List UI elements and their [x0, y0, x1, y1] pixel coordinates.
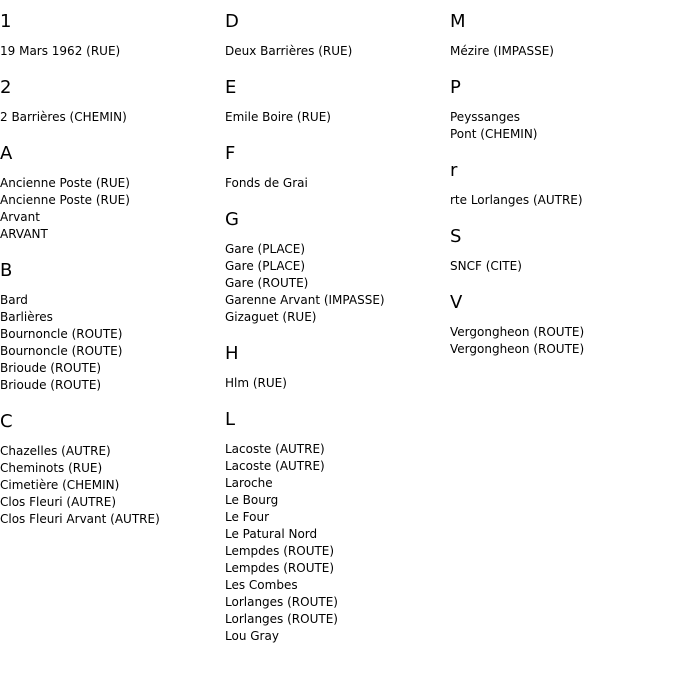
- street-list: [0, 443, 225, 528]
- street-list: [450, 192, 675, 209]
- street-list: [225, 109, 450, 126]
- street-list-item: rte Lorlanges (AUTRE): [450, 193, 583, 207]
- street-list-item: Le Four: [225, 510, 270, 524]
- street-list-item: Bournoncle (ROUTE): [0, 344, 123, 358]
- letter-heading: P: [450, 77, 461, 98]
- street-list-item: Les Combes: [225, 578, 298, 592]
- street-list-item: Clos Fleuri Arvant (AUTRE): [0, 512, 160, 526]
- street-list: [225, 441, 450, 645]
- index-column-2: [225, 0, 450, 645]
- street-list: [225, 375, 450, 392]
- street-list: [0, 43, 225, 60]
- street-list-item: Arvant: [0, 210, 40, 224]
- letter-heading: H: [225, 343, 239, 364]
- street-list: [225, 241, 450, 326]
- letter-group: [225, 143, 450, 192]
- street-list-item: Gare (ROUTE): [225, 276, 309, 290]
- letter-heading: B: [0, 260, 13, 281]
- letter-group: [0, 260, 225, 394]
- index-column-1: [0, 0, 225, 528]
- street-list-item: Lorlanges (ROUTE): [225, 595, 338, 609]
- index-column-3: [450, 0, 675, 358]
- street-list-item: Fonds de Grai: [225, 176, 308, 190]
- street-list-item: Chazelles (AUTRE): [0, 444, 111, 458]
- street-list-item: Gizaguet (RUE): [225, 310, 317, 324]
- letter-heading: r: [450, 160, 458, 181]
- street-list-item: Ancienne Poste (RUE): [0, 176, 130, 190]
- street-list-item: Lempdes (ROUTE): [225, 561, 335, 575]
- street-list-item: Pont (CHEMIN): [450, 127, 538, 141]
- street-list: [225, 175, 450, 192]
- letter-group: [450, 292, 675, 358]
- letter-group: [0, 11, 225, 60]
- street-list-item: 2 Barrières (CHEMIN): [0, 110, 127, 124]
- street-list-item: Lempdes (ROUTE): [225, 544, 335, 558]
- letter-heading: E: [225, 77, 237, 98]
- street-list-item: Peyssanges: [450, 110, 521, 124]
- letter-heading: D: [225, 11, 239, 32]
- letter-heading: G: [225, 209, 239, 230]
- street-list-item: Laroche: [225, 476, 273, 490]
- street-list-item: Bournoncle (ROUTE): [0, 327, 123, 341]
- letter-heading: L: [225, 409, 236, 430]
- street-list-item: Cimetière (CHEMIN): [0, 478, 120, 492]
- street-list-item: 19 Mars 1962 (RUE): [0, 44, 121, 58]
- street-list-item: Ancienne Poste (RUE): [0, 193, 130, 207]
- letter-heading: F: [225, 143, 236, 164]
- letter-group: [0, 77, 225, 126]
- letter-group: [225, 11, 450, 60]
- letter-group: [450, 77, 675, 143]
- street-list: [0, 175, 225, 243]
- street-list-item: Le Patural Nord: [225, 527, 318, 541]
- letter-group: [0, 143, 225, 243]
- street-list-item: Cheminots (RUE): [0, 461, 103, 475]
- street-list: [450, 324, 675, 358]
- letter-heading: 2: [0, 77, 12, 98]
- letter-heading: C: [0, 411, 13, 432]
- letter-group: [225, 77, 450, 126]
- street-list-item: Vergongheon (ROUTE): [450, 342, 585, 356]
- letter-group: [0, 411, 225, 528]
- street-list-item: Gare (PLACE): [225, 259, 306, 273]
- letter-group: [225, 209, 450, 326]
- street-list-item: Mézire (IMPASSE): [450, 44, 554, 58]
- street-list-item: Brioude (ROUTE): [0, 361, 102, 375]
- letter-heading: V: [450, 292, 463, 313]
- street-list-item: Le Bourg: [225, 493, 279, 507]
- street-list: [0, 292, 225, 394]
- letter-heading: M: [450, 11, 466, 32]
- street-list-item: Brioude (ROUTE): [0, 378, 102, 392]
- street-list-item: ARVANT: [0, 227, 48, 241]
- street-list-item: Garenne Arvant (IMPASSE): [225, 293, 385, 307]
- street-list-item: Lacoste (AUTRE): [225, 459, 325, 473]
- letter-heading: A: [0, 143, 13, 164]
- street-list-item: Deux Barrières (RUE): [225, 44, 353, 58]
- street-list-item: Lou Gray: [225, 629, 279, 643]
- street-list-item: Clos Fleuri (AUTRE): [0, 495, 117, 509]
- street-list-item: SNCF (CITE): [450, 259, 522, 273]
- street-list-item: Lacoste (AUTRE): [225, 442, 325, 456]
- street-list-item: Gare (PLACE): [225, 242, 306, 256]
- street-list: [225, 43, 450, 60]
- street-list-item: Bard: [0, 293, 28, 307]
- letter-heading: 1: [0, 11, 12, 32]
- street-list-item: Hlm (RUE): [225, 376, 287, 390]
- street-list-item: Vergongheon (ROUTE): [450, 325, 585, 339]
- letter-group: [225, 409, 450, 645]
- letter-group: [450, 11, 675, 60]
- street-list: [450, 109, 675, 143]
- street-list: [450, 43, 675, 60]
- street-list: [0, 109, 225, 126]
- street-list-item: Lorlanges (ROUTE): [225, 612, 338, 626]
- letter-group: [450, 160, 675, 209]
- street-list-item: Emile Boire (RUE): [225, 110, 331, 124]
- street-list-item: Barlières: [0, 310, 53, 324]
- street-list: [450, 258, 675, 275]
- letter-group: [225, 343, 450, 392]
- letter-heading: S: [450, 226, 462, 247]
- letter-group: [450, 226, 675, 275]
